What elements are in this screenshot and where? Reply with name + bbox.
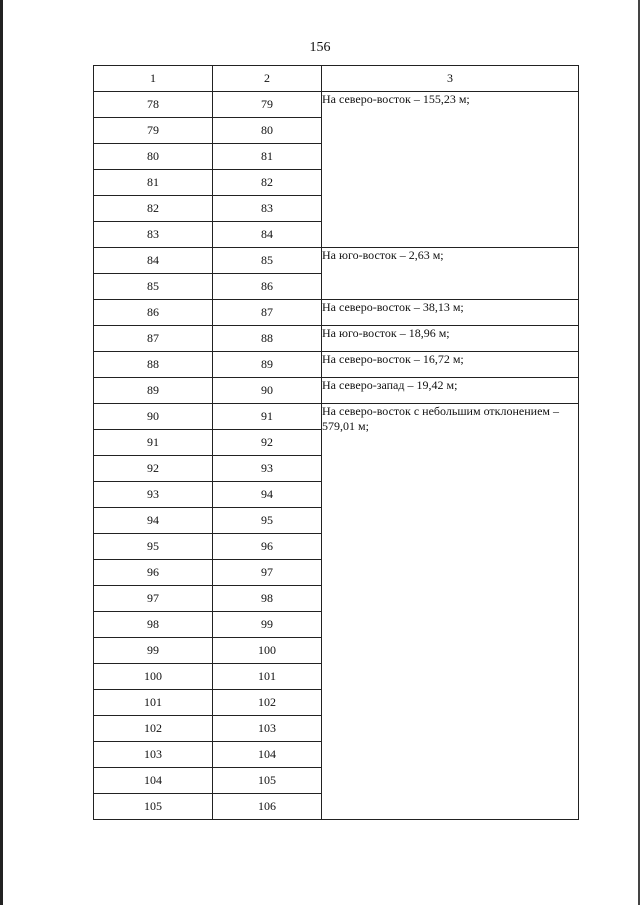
point-from-cell: 86	[94, 300, 213, 326]
page-number: 156	[309, 40, 331, 55]
point-from-cell: 84	[94, 248, 213, 274]
boundary-table	[93, 65, 579, 820]
point-to-cell: 93	[213, 456, 322, 482]
direction-description-cell: На северо-запад – 19,42 м;	[322, 378, 579, 404]
point-to-cell: 88	[213, 326, 322, 352]
table-row	[94, 248, 579, 274]
point-to-cell: 85	[213, 248, 322, 274]
point-to-cell: 86	[213, 274, 322, 300]
point-to-cell: 104	[213, 742, 322, 768]
point-from-cell: 89	[94, 378, 213, 404]
point-to-cell: 92	[213, 430, 322, 456]
point-from-cell: 90	[94, 404, 213, 430]
point-from-cell: 78	[94, 92, 213, 118]
point-to-cell: 100	[213, 638, 322, 664]
point-from-cell: 85	[94, 274, 213, 300]
column-header-1: 1	[94, 66, 213, 92]
table-row	[94, 326, 579, 352]
point-from-cell: 95	[94, 534, 213, 560]
point-to-cell: 98	[213, 586, 322, 612]
point-to-cell: 89	[213, 352, 322, 378]
table-row	[94, 300, 579, 326]
point-from-cell: 96	[94, 560, 213, 586]
point-from-cell: 103	[94, 742, 213, 768]
point-from-cell: 100	[94, 664, 213, 690]
direction-description-cell: На юго-восток – 2,63 м;	[322, 248, 579, 300]
direction-description-cell: На северо-восток – 155,23 м;	[322, 92, 579, 248]
table-header-row	[94, 66, 579, 92]
point-to-cell: 84	[213, 222, 322, 248]
point-to-cell: 102	[213, 690, 322, 716]
point-from-cell: 91	[94, 430, 213, 456]
point-to-cell: 96	[213, 534, 322, 560]
column-header-3: 3	[322, 66, 579, 92]
direction-description-cell: На юго-восток – 18,96 м;	[322, 326, 579, 352]
table-row	[94, 92, 579, 118]
point-from-cell: 105	[94, 794, 213, 820]
point-to-cell: 91	[213, 404, 322, 430]
point-from-cell: 81	[94, 170, 213, 196]
point-from-cell: 104	[94, 768, 213, 794]
point-to-cell: 80	[213, 118, 322, 144]
point-from-cell: 94	[94, 508, 213, 534]
table-body	[94, 92, 579, 820]
point-to-cell: 79	[213, 92, 322, 118]
point-from-cell: 92	[94, 456, 213, 482]
point-from-cell: 83	[94, 222, 213, 248]
point-from-cell: 82	[94, 196, 213, 222]
point-to-cell: 106	[213, 794, 322, 820]
point-to-cell: 94	[213, 482, 322, 508]
point-to-cell: 82	[213, 170, 322, 196]
table-row	[94, 404, 579, 430]
point-to-cell: 83	[213, 196, 322, 222]
scan-edge-left	[0, 0, 3, 905]
point-to-cell: 95	[213, 508, 322, 534]
direction-description-cell: На северо-восток – 16,72 м;	[322, 352, 579, 378]
point-to-cell: 97	[213, 560, 322, 586]
point-from-cell: 99	[94, 638, 213, 664]
point-to-cell: 81	[213, 144, 322, 170]
point-to-cell: 105	[213, 768, 322, 794]
point-from-cell: 87	[94, 326, 213, 352]
direction-description-cell: На северо-восток с небольшим отклонением – 579,01 м;	[322, 404, 579, 820]
point-to-cell: 101	[213, 664, 322, 690]
point-from-cell: 80	[94, 144, 213, 170]
point-to-cell: 90	[213, 378, 322, 404]
point-from-cell: 93	[94, 482, 213, 508]
point-from-cell: 98	[94, 612, 213, 638]
table-row	[94, 378, 579, 404]
point-from-cell: 102	[94, 716, 213, 742]
point-from-cell: 101	[94, 690, 213, 716]
table-row	[94, 352, 579, 378]
point-from-cell: 97	[94, 586, 213, 612]
point-to-cell: 103	[213, 716, 322, 742]
direction-description-cell: На северо-восток – 38,13 м;	[322, 300, 579, 326]
point-from-cell: 88	[94, 352, 213, 378]
column-header-2: 2	[213, 66, 322, 92]
point-to-cell: 99	[213, 612, 322, 638]
point-from-cell: 79	[94, 118, 213, 144]
point-to-cell: 87	[213, 300, 322, 326]
